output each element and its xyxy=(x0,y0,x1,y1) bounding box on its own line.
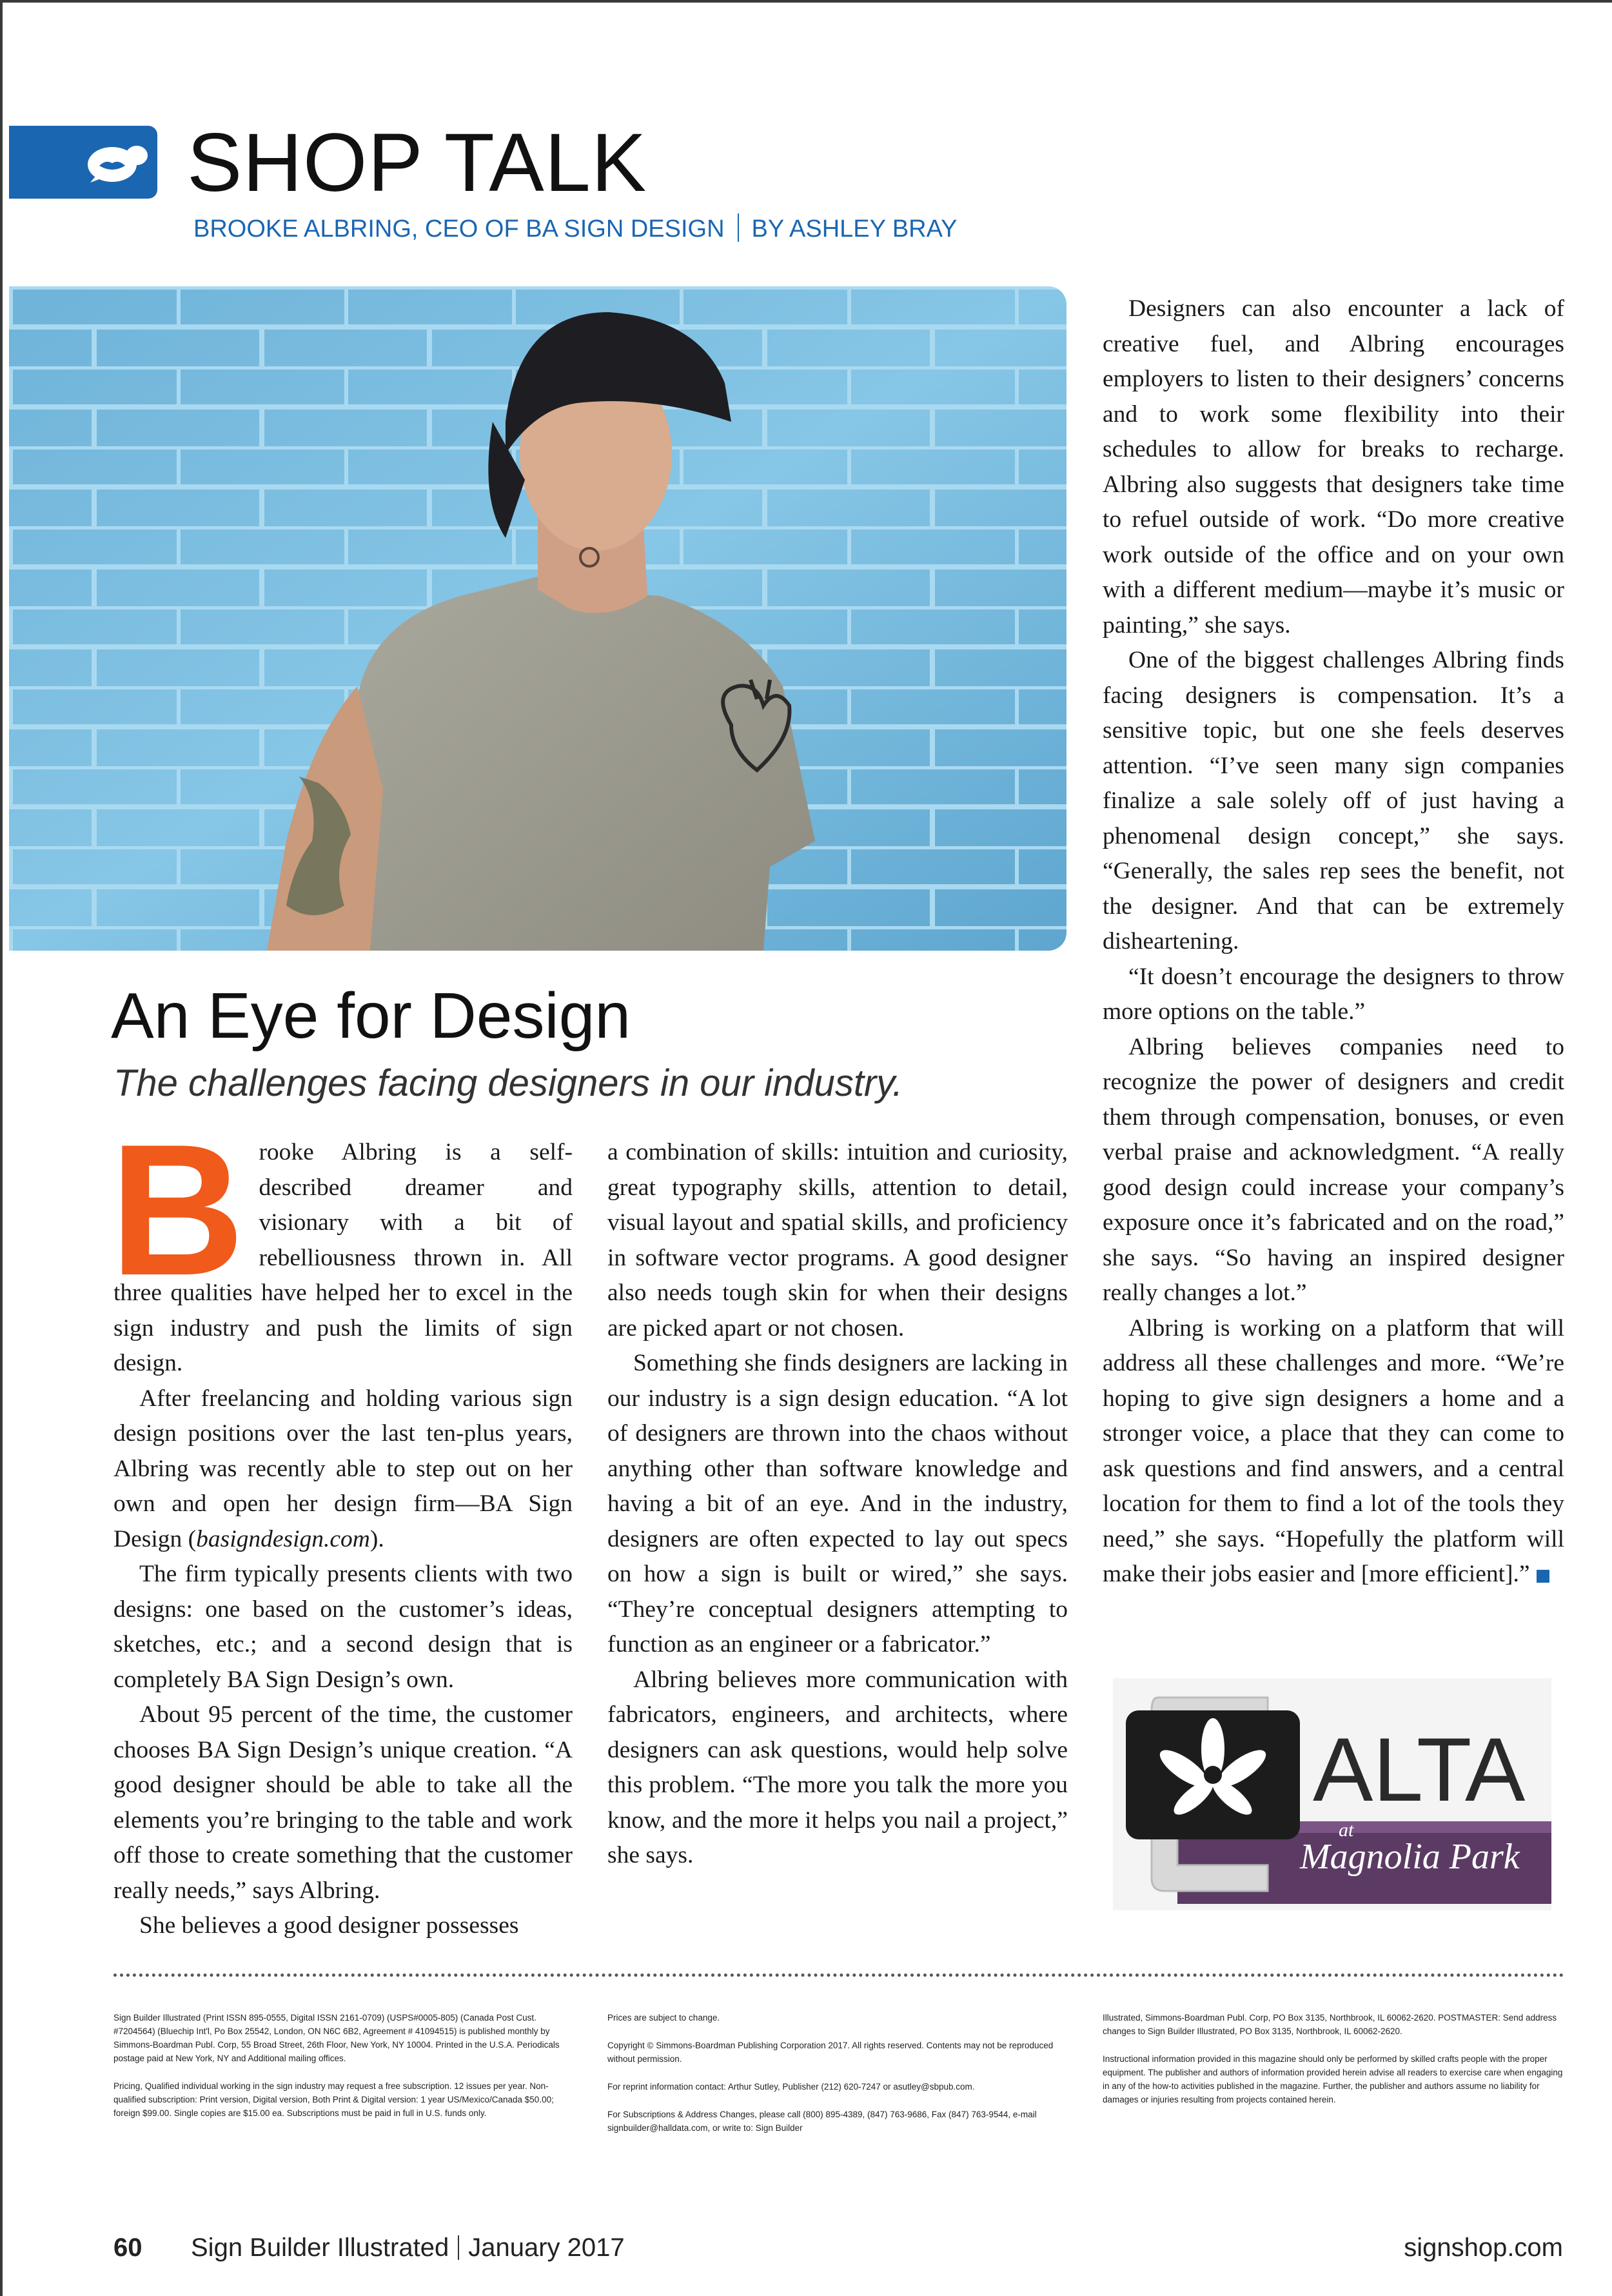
fineprint-paragraph: For reprint information contact: Arthur Sutley, Publisher (212) 620-7247 or asutley@sbpub.com. xyxy=(607,2082,975,2092)
paragraph: One of the biggest challenges Albring finds facing designers is compensation. It’s a sensitive topic, but one she feels deserves attention. “I’ve seen many sign companies finalize a sale solely off of just having a phenomenal design concept,” she says. “Generally, the sales rep sees the benefit, not the designer. And that can be extremely disheartening. xyxy=(1103,647,1564,955)
footer-divider xyxy=(458,2235,459,2260)
page-edge-left xyxy=(0,0,3,2296)
publication-name: Sign Builder Illustrated xyxy=(191,2233,449,2262)
drop-cap: B xyxy=(110,1105,245,1314)
feature-photo xyxy=(9,286,1066,951)
paragraph: Albring believes more communication with fabricators, engineers, and architects, where designers can ask questions, would help solve this problem. “The more you talk the more you know, and the more it helps you nail a project,” she says. xyxy=(607,1666,1068,1868)
paragraph: Designers can also encounter a lack of creative fuel, and Albring encourages employers to listen to their designers’ concerns and to work some flexibility into their schedules to allow for breaks to recharge. Albring also suggests that designers take time to refuel outside of work. “Do more creative work outside of the office and on your own with a different medium—maybe it’s music or painting,” she says. xyxy=(1103,295,1564,638)
paragraph: “It doesn’t encourage the designers to throw more options on the table.” xyxy=(1103,963,1564,1025)
fineprint-paragraph: Instructional information provided in this magazine should only be performed by skilled crafts people with the proper equipment. The publisher and authors of information provided herein advise all readers to exercise care when engaging in any of the how-to activities published in the magazine. Further, the publisher and authors assume no liability for damages or injuries resulting from projects contained herein. xyxy=(1103,2054,1563,2104)
fineprint-paragraph: Illustrated, Simmons-Boardman Publ. Corp, PO Box 3135, Northbrook, IL 60062-2620. POSTMASTER: Send address changes to Sign Builder Illustrated, PO Box 3135, Northbrook, IL 60062-2620. xyxy=(1103,2013,1557,2036)
ad-location: Magnolia Park xyxy=(1300,1837,1520,1877)
paragraph: a combination of skills: intuition and curiosity, great typography skills, attention to detail, visual layout and spatial skills, and proficiency in software vector programs. A good designer also needs tough skin for when their designs are picked apart or not chosen. xyxy=(607,1139,1068,1341)
byline-author: BY ASHLEY BRAY xyxy=(751,215,958,242)
section-title: SHOP TALK xyxy=(187,117,647,209)
paragraph: Brooke Albring is a self-described dreamer and visionary with a bit of rebelliousness thrown in. All three qualities have helped her to excel in the sign industry and push the limits of sign design. xyxy=(110,1105,573,1376)
section-divider xyxy=(113,1974,1564,1977)
publication-footer xyxy=(191,2232,625,2264)
portrait-photo xyxy=(9,286,1066,951)
article-column-2 xyxy=(607,1135,1068,1874)
article-column-1 xyxy=(110,1105,573,1944)
website-reference: basigndesign.com xyxy=(196,1525,370,1552)
fineprint-paragraph: Prices are subject to change. xyxy=(607,2013,720,2023)
fineprint-column-3 xyxy=(1103,2011,1567,2121)
fineprint-paragraph: For Subscriptions & Address Changes, please call (800) 895-4389, (847) 763-9686, Fax (847) 763-9544, e-mail signbuilder@halldata.com, or write to: Sign Builder xyxy=(607,2110,1037,2133)
issue-date: January 2017 xyxy=(468,2233,625,2262)
website-link[interactable]: signshop.com xyxy=(1404,2233,1563,2262)
page-edge-top xyxy=(0,0,1612,3)
end-of-article-icon xyxy=(1537,1570,1549,1583)
paragraph: Albring is working on a platform that will address all these challenges and more. “We’re hoping to give sign designers a home and a stronger voice, a place that they can come to ask questions and find answers, and a central location for them to find a lot of the tools they need,” she says. “Hopefully the platform will make their jobs easier and [more efficient].” xyxy=(1103,1314,1564,1587)
page-number: 60 xyxy=(113,2233,143,2262)
fineprint-column-1 xyxy=(113,2011,578,2134)
paragraph: Albring believes companies need to recognize the power of designers and credit them through compensation, bonuses, or even verbal praise and acknowledgment. “A really good design could increase your company’s exposure once it’s fabricated and on the road,” she says. “So having an inspired designer really changes a lot.” xyxy=(1103,1033,1564,1306)
byline xyxy=(193,213,958,245)
fineprint-column-2 xyxy=(607,2011,1072,2149)
fineprint-paragraph: Pricing, Qualified individual working in the sign industry may request a free subscription. 12 issues per year. Non-qualified subscription: Print version, Digital version, Both Print & Digital version: 1 year US/Mexico/Canada $50.00; foreign $99.00. Single copies are $15.00 ea. Subscriptions must be paid in full in U.S. funds only. xyxy=(113,2081,554,2118)
article-deck: The challenges facing designers in our industry. xyxy=(113,1062,903,1104)
article-headline: An Eye for Design xyxy=(111,980,631,1052)
section-tab xyxy=(9,126,157,199)
speech-bubble-lips-icon xyxy=(85,141,150,184)
fineprint-paragraph: Copyright © Simmons-Boardman Publishing Corporation 2017. All rights reserved. Contents may not be reproduced without permission. xyxy=(607,2041,1054,2064)
paragraph: About 95 percent of the time, the customer chooses BA Sign Design’s unique creation. “A good designer should be able to take all the elements you’re bringing to the table and work off those to create something that the customer really needs,” says Albring. xyxy=(113,1701,573,1904)
paragraph: After freelancing and holding various sign design positions over the last ten-plus years, Albring was recently able to step out on her own and open her design firm—BA Sign Design (basigndesign.com). xyxy=(113,1385,573,1552)
article-column-3 xyxy=(1103,292,1564,1592)
ad-brand: ALTA xyxy=(1313,1719,1526,1820)
paragraph: Something she finds designers are lacking in our industry is a sign design education. “A lot of designers are thrown into the chaos without anything other than software knowledge and having a bit of an eye. And in the industry, designers are often expected to lay out specs on how a sign is built or wired,” she says. “They’re conceptual designers attempting to function as an engineer or a fabricator.” xyxy=(607,1350,1068,1658)
ad-at: at xyxy=(1339,1819,1354,1841)
fineprint-paragraph: Sign Builder Illustrated (Print ISSN 895-0555, Digital ISSN 2161-0709) (USPS#0005-805) (Canada Post Cust. #7204564) (Bluechip Int'l, Po Box 25542, London, ON N6C 6B2, Agreement # 41094515) is published monthly by Simmons-Boardman Publ. Corp, 55 Broad Street, 26th Floor, New York, NY 10004. Printed in the U.S.A. Periodicals postage paid at New York, NY and Additional mailing offices. xyxy=(113,2013,560,2063)
alta-sign-image xyxy=(1106,1672,1558,1917)
byline-subject: BROOKE ALBRING, CEO OF BA SIGN DESIGN xyxy=(193,215,725,242)
byline-divider xyxy=(738,213,739,242)
paragraph: The firm typically presents clients with two designs: one based on the customer’s ideas, sketches, etc.; and a second design that is completely BA Sign Design’s own. xyxy=(113,1561,573,1693)
paragraph: She believes a good designer possesses xyxy=(139,1912,519,1939)
